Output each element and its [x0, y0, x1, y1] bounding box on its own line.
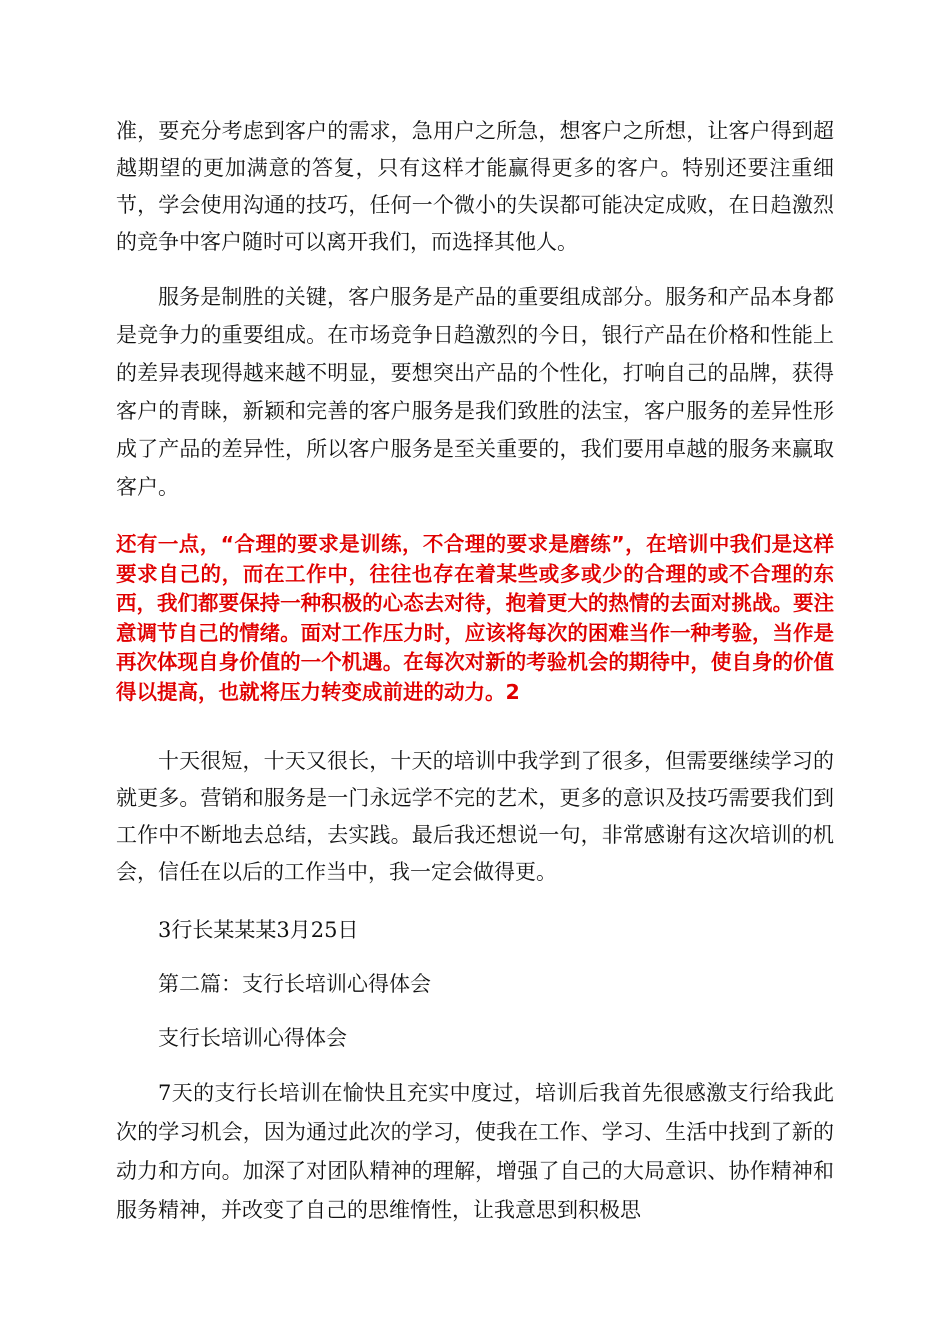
section-heading-second: 第二篇：支行长培训心得体会	[158, 972, 431, 996]
section-title: 支行长培训心得体会	[158, 1026, 347, 1050]
paragraph-service-key: 服务是制胜的关键，客户服务是产品的重要组成部分。服务和产品本身都是竞争力的重要组成。在市场竞争日趋激烈的今日，银行产品在价格和性能上的差异表现得越来越不明显，要想突出产品的个性化，打响自己的品牌，获得客户的青睐，新颖和完善的客户服务是我们致胜的法宝，客户服务的差异性形成了产品的差异性，所以客户服务是至关重要的，我们要用卓越的服务来赢取客户。	[116, 285, 834, 499]
paragraph-ten-days: 十天很短，十天又很长，十天的培训中我学到了很多，但需要继续学习的就更多。营销和服务是一门永远学不完的艺术，更多的意识及技巧需要我们到工作中不断地去总结，去实践。最后我还想说一句，非常感谢有这次培训的机会，信任在以后的工作当中，我一定会做得更。	[116, 749, 834, 884]
signature-line: 3行长某某某3月25日	[158, 918, 359, 942]
paragraph-highlighted-red: 还有一点，“合理的要求是训练，不合理的要求是磨练”，在培训中我们是这样要求自己的，而在工作中，往往也存在着某些或多或少的合理的或不合理的东西，我们都要保持一种积极的心态去对待，抱着更大的热情的去面对挑战。要注意调节自己的情绪。面对工作压力时，应该将每次的困难当作一种考验，当作是再次体现自身价值的一个机遇。在每次对新的考验机会的期待中，使自身的价值得以提高，也就将压力转变成前进的动力。2	[116, 532, 834, 704]
paragraph-seven-days: 7天的支行长培训在愉快且充实中度过，培训后我首先很感激支行给我此次的学习机会，因为通过此次的学习，使我在工作、学习、生活中找到了新的动力和方向。加深了对团队精神的理解，增强了自己的大局意识、协作精神和服务精神，并改变了自己的思维惰性，让我意思到积极思	[116, 1081, 834, 1222]
paragraph-customer-needs: 准，要充分考虑到客户的需求，急用户之所急，想客户之所想，让客户得到超越期望的更加满意的答复，只有这样才能赢得更多的客户。特别还要注重细节，学会使用沟通的技巧，任何一个微小的失误都可能决定成败，在日趋激烈的竞争中客户随时可以离开我们，而选择其他人。	[116, 119, 834, 254]
